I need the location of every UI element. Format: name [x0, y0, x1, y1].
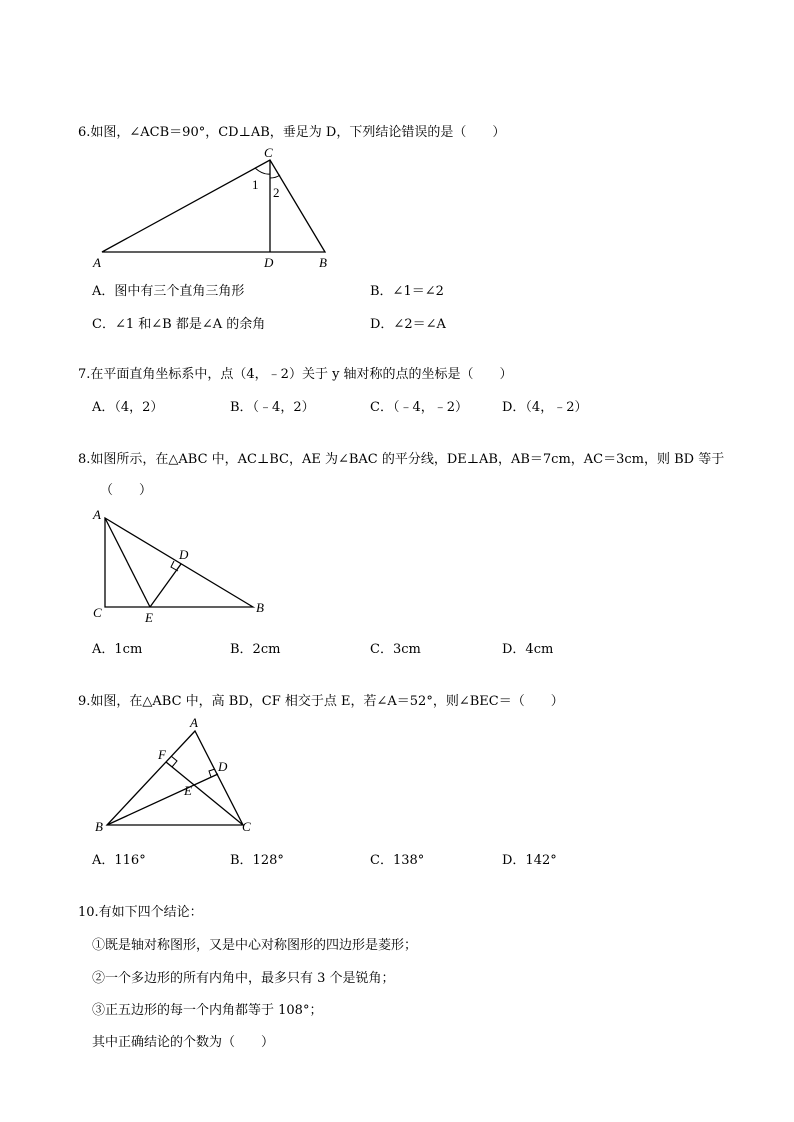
q6-option-b[interactable]: B．∠1＝∠2 — [370, 284, 444, 299]
q8-stem: 8.如图所示，在△ABC 中，AC⊥BC，AE 为∠BAC 的平分线，DE⊥AB，AB＝7cm，AC＝3cm，则 BD 等于 — [78, 452, 725, 467]
label-d: D — [218, 759, 228, 774]
q7-option-d[interactable]: D．（4，﹣2） — [502, 400, 588, 415]
q8-figure — [88, 503, 278, 628]
angle-1-arc — [255, 168, 270, 174]
label-a: A — [190, 715, 198, 730]
q10-item-1: ①既是轴对称图形，又是中心对称图形的四边形是菱形； — [92, 938, 418, 953]
q8-option-d[interactable]: D．4cm — [502, 642, 554, 657]
label-b: B — [319, 255, 327, 270]
q9-option-a[interactable]: A．116° — [92, 853, 146, 868]
label-c: C — [93, 605, 102, 620]
label-c: C — [264, 145, 273, 160]
q7-option-a[interactable]: A．（4，2） — [92, 400, 164, 415]
q10-item-2: ②一个多边形的所有内角中，最多只有 3 个是锐角； — [92, 971, 395, 986]
label-d: D — [264, 255, 274, 270]
label-a: A — [93, 507, 101, 522]
altitude-cf — [166, 762, 243, 825]
q10-tail: 其中正确结论的个数为（ ） — [92, 1035, 275, 1050]
label-1: 1 — [252, 177, 259, 192]
altitude-bd — [107, 774, 218, 825]
label-f: F — [158, 747, 166, 762]
angle-2-arc — [270, 175, 280, 178]
label-b: B — [95, 819, 103, 834]
q7-option-c[interactable]: C．（﹣4，﹣2） — [370, 400, 468, 415]
q10-stem: 10.有如下四个结论： — [78, 905, 203, 920]
q7-option-b[interactable]: B．（﹣4，2） — [230, 400, 315, 415]
triangle-acb — [102, 160, 325, 252]
q8-option-a[interactable]: A．1cm — [92, 642, 143, 657]
q9-option-d[interactable]: D．142° — [502, 853, 557, 868]
label-2: 2 — [273, 185, 280, 200]
q6-figure — [90, 145, 350, 270]
q8-option-c[interactable]: C．3cm — [370, 642, 421, 657]
q8-stem-cont: （ ） — [100, 483, 153, 498]
q8-option-b[interactable]: B．2cm — [230, 642, 281, 657]
label-e: E — [184, 783, 192, 798]
q10-item-3: ③正五边形的每一个内角都等于 108°； — [92, 1003, 323, 1018]
label-b: B — [256, 600, 264, 615]
q6-option-a[interactable]: A．图中有三个直角三角形 — [92, 284, 245, 299]
right-angle-mark-f — [171, 756, 177, 767]
label-d: D — [179, 547, 189, 562]
q6-option-c[interactable]: C．∠1 和∠B 都是∠A 的余角 — [92, 317, 266, 332]
q9-stem: 9.如图，在△ABC 中，高 BD，CF 相交于点 E，若∠A＝52°，则∠BEC＝（ ） — [78, 694, 564, 709]
q6-stem: 6.如图，∠ACB＝90°，CD⊥AB，垂足为 D，下列结论错误的是（ ） — [78, 125, 506, 140]
q6-option-d[interactable]: D．∠2＝∠A — [370, 317, 446, 332]
label-a: A — [93, 255, 101, 270]
triangle-abc — [107, 731, 243, 825]
q7-stem: 7.在平面直角坐标系中，点（4，﹣2）关于 y 轴对称的点的坐标是（ ） — [78, 367, 513, 382]
q9-figure — [90, 713, 265, 838]
q9-option-b[interactable]: B．128° — [230, 853, 284, 868]
label-c: C — [242, 819, 251, 834]
q9-option-c[interactable]: C．138° — [370, 853, 425, 868]
label-e: E — [145, 610, 153, 625]
